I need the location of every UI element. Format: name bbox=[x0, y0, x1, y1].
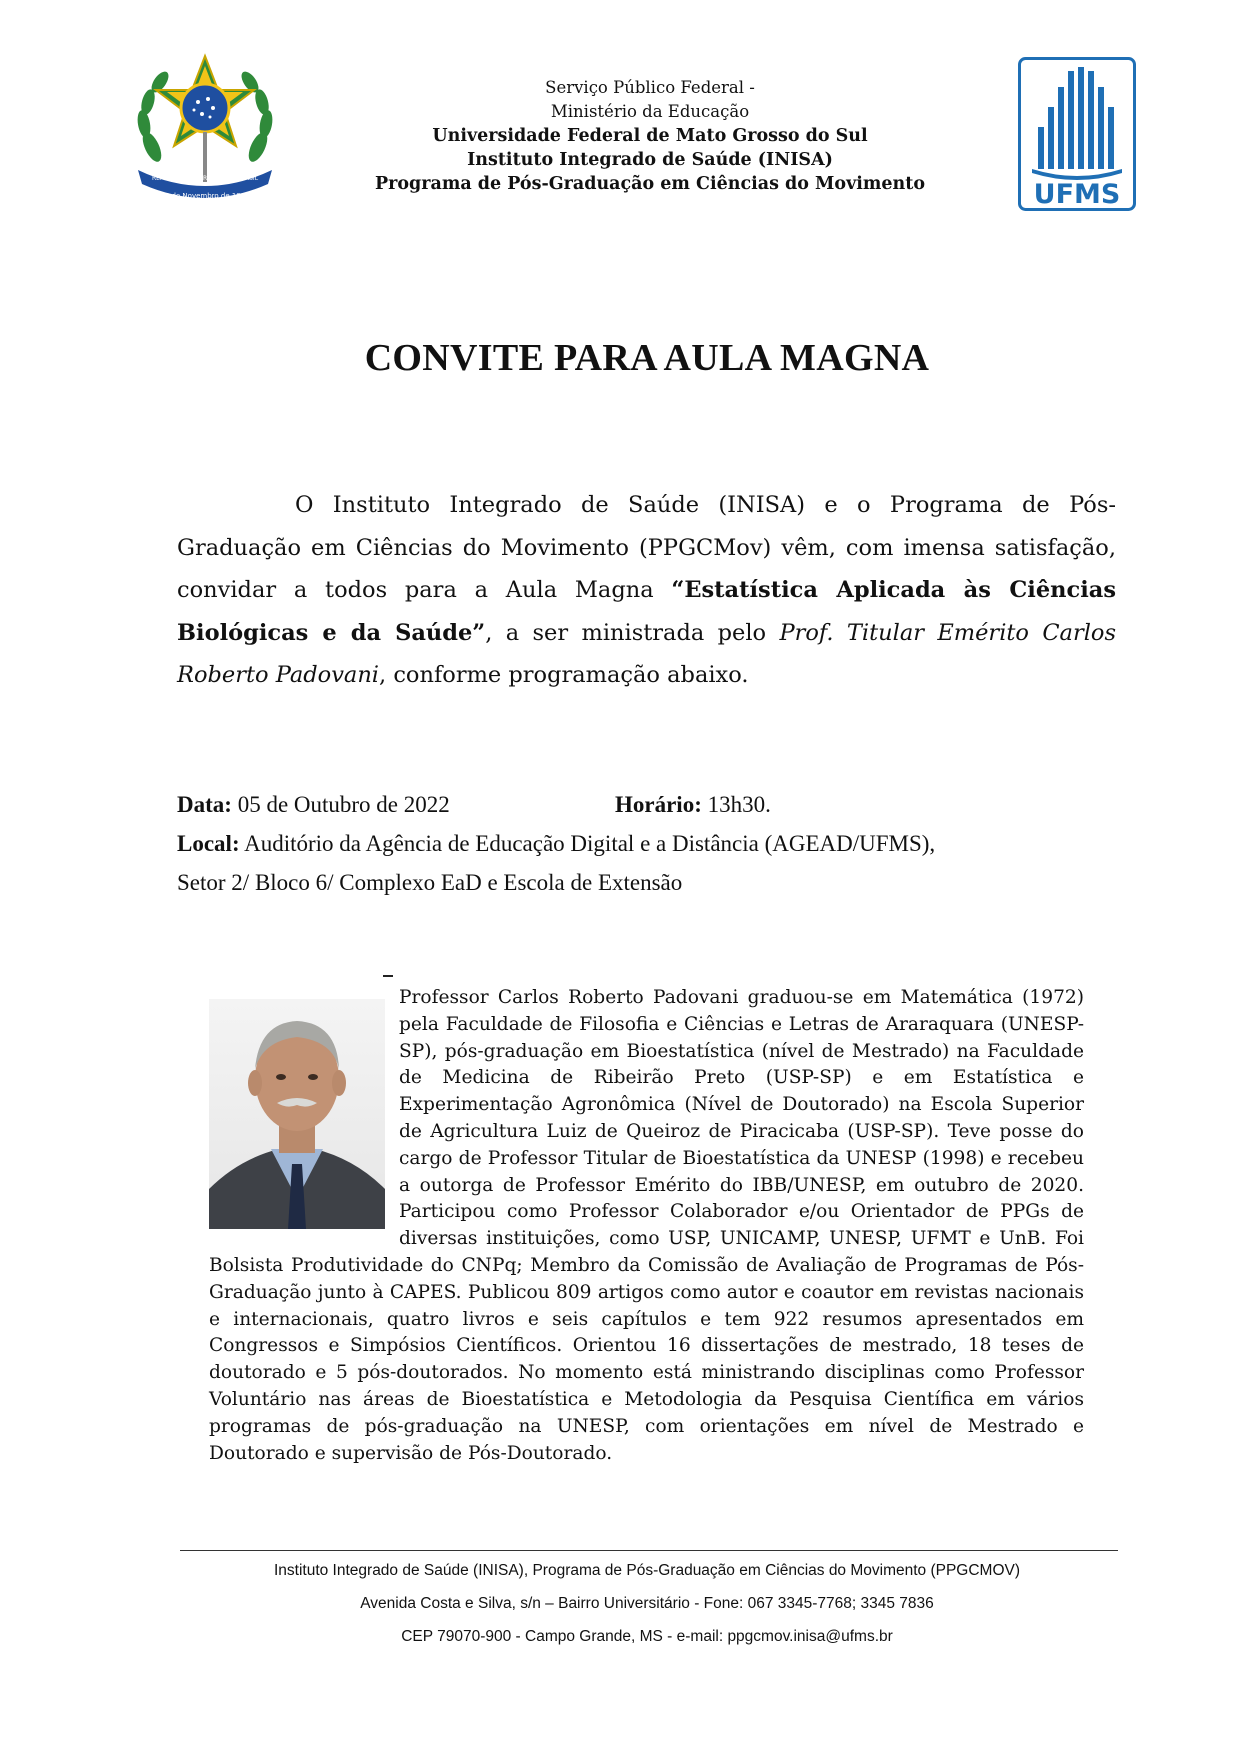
intro-text-1: O Instituto Integrado de Saúde (INISA) e o Programa de Pós-Graduação em Ciências do Movimento (PPGCMov) vêm, com imensa satisfação, convidar a todos para a Aula Magna bbox=[177, 492, 1116, 603]
location-value: Auditório da Agência de Educação Digital e a Distância (AGEAD/UFMS), bbox=[239, 831, 936, 856]
speaker-photo bbox=[209, 999, 385, 1229]
coat-ribbon-text-top: REPÚBLICA FEDERATIVA DO BRASIL bbox=[151, 175, 259, 182]
event-info bbox=[177, 785, 1137, 902]
header-line-institute: Instituto Integrado de Saúde (INISA) bbox=[467, 150, 833, 170]
footer-line-address: Avenida Costa e Silva, s/n – Bairro Universitário - Fone: 067 3345-7768; 3345 7836 bbox=[360, 1595, 934, 1612]
footer-line-institute: Instituto Integrado de Saúde (INISA), Programa de Pós-Graduação em Ciências do Movimento (PPGCMOV) bbox=[273, 1562, 1021, 1579]
dash-mark bbox=[383, 975, 393, 977]
footer-line-contact: CEP 79070-900 - Campo Grande, MS - e-mail: ppgcmov.inisa@ufms.br bbox=[401, 1628, 893, 1645]
location-row bbox=[177, 824, 1137, 863]
time-value: 13h30. bbox=[701, 792, 771, 817]
location-row-2: Setor 2/ Bloco 6/ Complexo EaD e Escola de Extensão bbox=[177, 870, 683, 895]
header-text bbox=[300, 76, 1000, 196]
footer-divider bbox=[180, 1550, 1118, 1551]
header-line-university: Universidade Federal de Mato Grosso do Sul bbox=[432, 126, 868, 146]
date-time-row bbox=[177, 785, 1137, 824]
intro-text-2: , a ser ministrada pelo bbox=[485, 619, 780, 646]
speaker-bio: Professor Carlos Roberto Padovani graduou-se em Matemática (1972) pela Faculdade de Filosofia e Ciências e Letras de Araraquara (UNESP-SP), pós-graduação em Bioestatística (nível de Mestrado) na Faculdade de Medicina de Ribeirão Preto (USP-SP) e em Estatística e Experimentação Agronômica (Nível de Doutorado) na Escola Superior de Agricultura Luiz de Queiroz de Piracicaba (USP-SP). Teve posse do cargo de Professor Titular de Bioestatística da UNESP (1998) e recebeu a outorga de Professor Emérito do IBB/UNESP, em outubro de 2020. Participou como Professor Colaborador e/ou Orientador de PPGs de diversas instituições, como USP, UNICAMP, UNESP, UFMT e UnB. Foi Bolsista Produtividade do CNPq; Membro da Comissão de Avaliação de Programas de Pós-Graduação junto à CAPES. Publicou 809 artigos como autor e coautor em revistas nacionais e internacionais, quatro livros e seis capítulos e tem 922 resumos apresentados em Congressos e Simpósios Científicos. Orientou 16 dissertações de mestrado, 18 teses de doutorado e 5 pós-doutorados. No momento está ministrando disciplinas como Professor Voluntário nas áreas de Bioestatística e Metodologia da Pesquisa Científica em vários programas de pós-graduação na UNESP, com orientações em nível de Mestrado e Doutorado e supervisão de Pós-Doutorado. bbox=[209, 987, 1084, 1464]
speaker-name: Prof. Titular Emérito Carlos Roberto Padovani bbox=[177, 619, 1116, 688]
time-label: Horário: bbox=[615, 792, 702, 817]
coat-ribbon-text: 15 de Novembro de 1889 bbox=[160, 192, 250, 200]
header-line-ministry: Ministério da Educação bbox=[550, 102, 750, 121]
logo-text: UFMS bbox=[1033, 179, 1121, 210]
header-line-service: Serviço Público Federal - bbox=[545, 78, 755, 97]
lecture-title: “Estatística Aplicada às Ciências Biológicas e da Saúde” bbox=[177, 577, 1116, 646]
location-label: Local: bbox=[177, 831, 240, 856]
letterhead bbox=[0, 0, 1241, 230]
page-title: CONVITE PARA AULA MAGNA bbox=[364, 337, 930, 379]
header-line-program: Programa de Pós-Graduação em Ciências do Movimento bbox=[374, 174, 926, 194]
date-label: Data: bbox=[177, 792, 232, 817]
time-group bbox=[615, 785, 771, 824]
coat-of-arms-icon bbox=[130, 52, 280, 210]
date-value: 05 de Outubro de 2022 bbox=[231, 792, 450, 817]
intro-text-3: , conforme programação abaixo. bbox=[379, 662, 749, 688]
ufms-logo-icon bbox=[1018, 57, 1136, 211]
intro-paragraph bbox=[177, 484, 1116, 697]
footer bbox=[0, 1554, 1241, 1653]
bio-section bbox=[209, 985, 1084, 1467]
